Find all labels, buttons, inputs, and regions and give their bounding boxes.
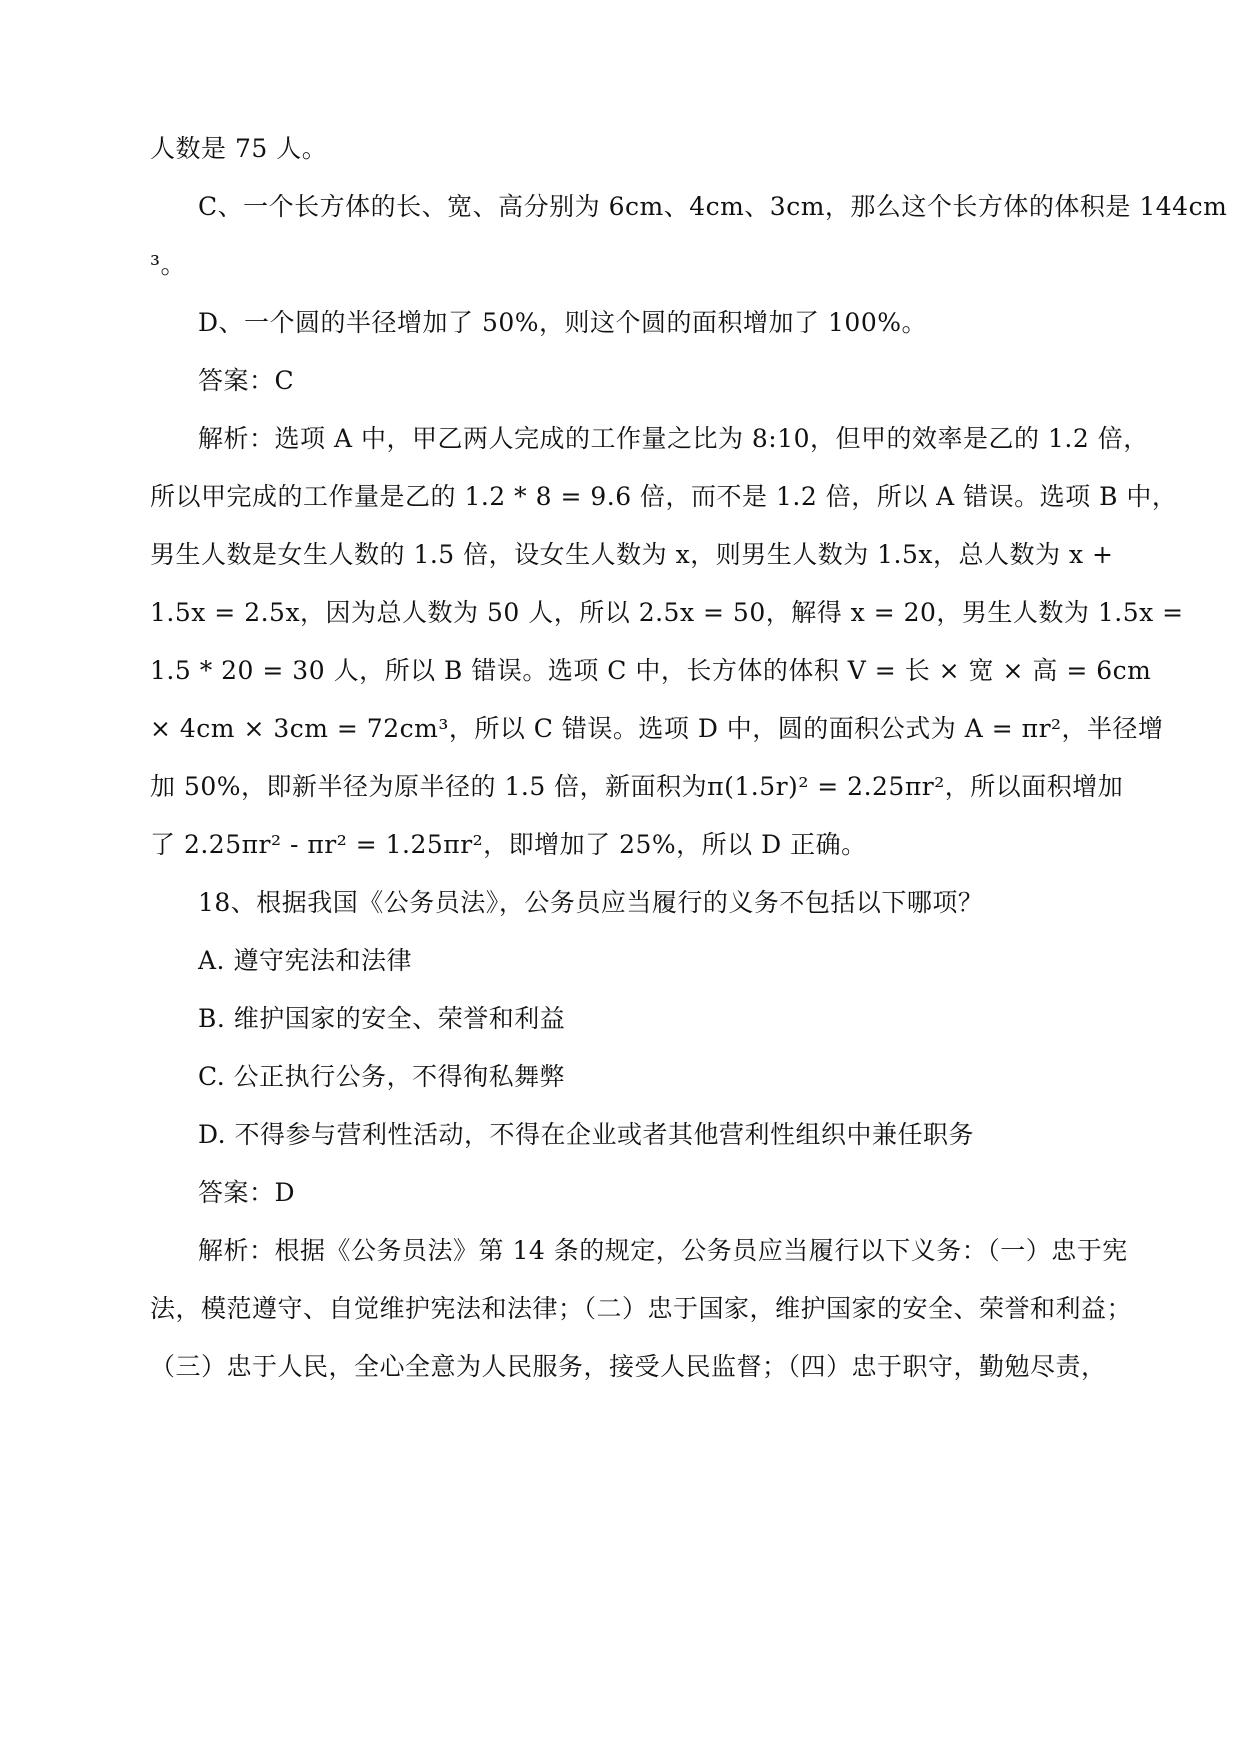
analysis-line: （三）忠于人民，全心全意为人民服务，接受人民监督；（四）忠于职守，勤勉尽责，: [150, 1352, 1107, 1381]
option-a: A. 遵守宪法和法律: [198, 946, 412, 975]
text-line: 人数是 75 人。: [150, 134, 328, 163]
option-c-line: C、一个长方体的长、宽、高分别为 6cm、4cm、3cm，那么这个长方体的体积是 144cm: [198, 192, 1228, 221]
option-d-line: D、一个圆的半径增加了 50%，则这个圆的面积增加了 100%。: [198, 308, 927, 337]
analysis-line: 所以甲完成的工作量是乙的 1.2 * 8 = 9.6 倍，而不是 1.2 倍，所以 A 错误。选项 B 中，: [150, 482, 1178, 511]
question-18: 18、根据我国《公务员法》，公务员应当履行的义务不包括以下哪项？: [198, 888, 984, 917]
analysis-line: × 4cm × 3cm = 72cm³，所以 C 错误。选项 D 中，圆的面积公式为 A = πr²，半径增: [150, 714, 1164, 743]
analysis-line: 加 50%，即新半径为原半径的 1.5 倍，新面积为π(1.5r)² = 2.25πr²，所以面积增加: [150, 772, 1124, 801]
option-b: B. 维护国家的安全、荣誉和利益: [198, 1004, 566, 1033]
option-c: C. 公正执行公务，不得徇私舞弊: [198, 1062, 566, 1091]
analysis-line: 1.5x = 2.5x，因为总人数为 50 人，所以 2.5x = 50，解得 x = 20，男生人数为 1.5x =: [150, 598, 1184, 627]
analysis-line: 解析：选项 A 中，甲乙两人完成的工作量之比为 8:10，但甲的效率是乙的 1.2 倍，: [198, 424, 1149, 453]
analysis-line: 了 2.25πr² - πr² = 1.25πr²，即增加了 25%，所以 D 正确。: [150, 830, 867, 859]
text-line: ³。: [150, 250, 187, 279]
answer-line: 答案：C: [198, 366, 295, 395]
analysis-line: 1.5 * 20 = 30 人，所以 B 错误。选项 C 中，长方体的体积 V = 长 × 宽 × 高 = 6cm: [150, 656, 1152, 685]
analysis-line: 法，模范遵守、自觉维护宪法和法律；（二）忠于国家，维护国家的安全、荣誉和利益；: [150, 1294, 1133, 1323]
option-d: D. 不得参与营利性活动，不得在企业或者其他营利性组织中兼任职务: [198, 1120, 975, 1149]
answer-line: 答案：D: [198, 1178, 296, 1207]
analysis-line: 男生人数是女生人数的 1.5 倍，设女生人数为 x，则男生人数为 1.5x，总人数为 x +: [150, 540, 1114, 569]
analysis-line: 解析：根据《公务员法》第 14 条的规定，公务员应当履行以下义务：（一）忠于宪: [198, 1236, 1128, 1265]
